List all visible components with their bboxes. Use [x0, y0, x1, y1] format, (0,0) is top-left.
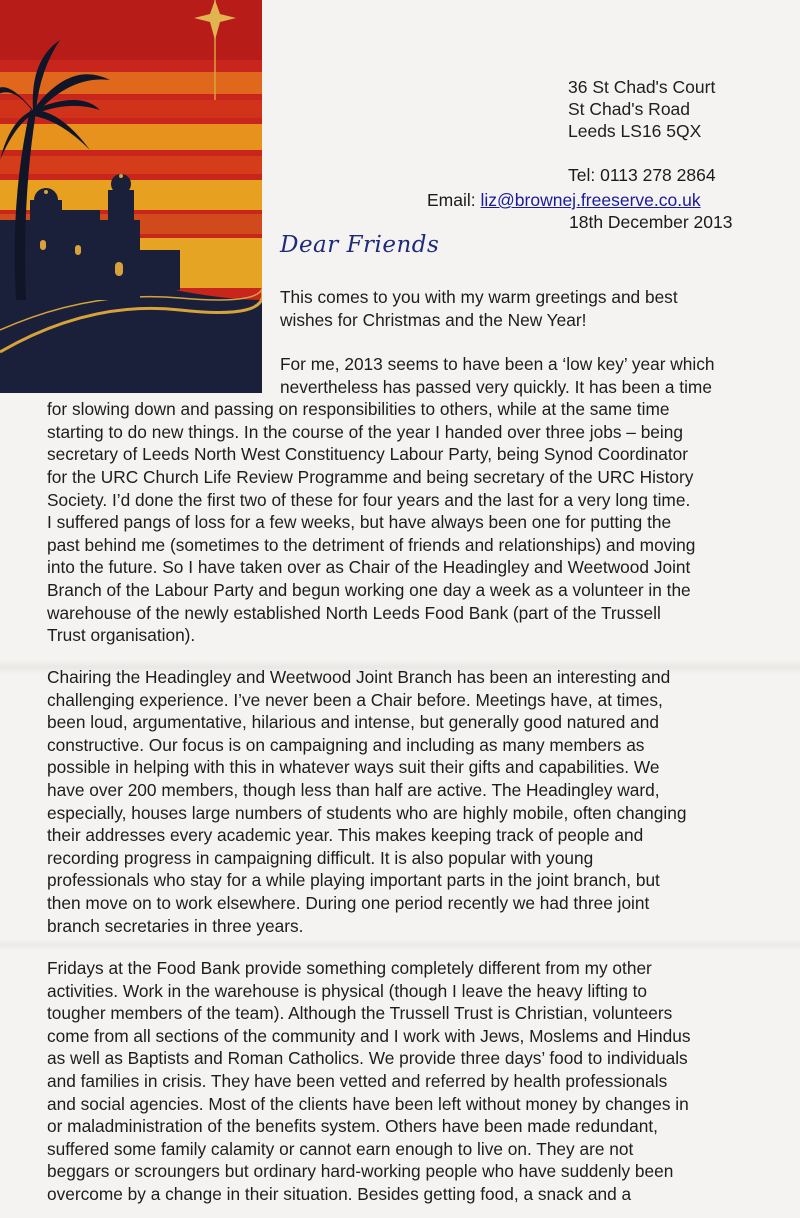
text-line: This comes to you with my warm greetings and best: [280, 287, 678, 307]
text-line: come from all sections of the community and I work with Jews, Moslems and Hindus: [47, 1025, 691, 1046]
text-line: professionals who stay for a while playing important parts in the joint branch, but: [47, 870, 660, 891]
text-line: wishes for Christmas and the New Year!: [280, 309, 587, 330]
text-line: suffered some family calamity or cannot earn enough to live on. They are not: [47, 1138, 634, 1159]
email-link[interactable]: liz@brownej.freeserve.co.uk: [480, 190, 701, 210]
text-line: have over 200 members, though less than half are active. The Headingley ward,: [47, 779, 660, 800]
text-line: recording progress in campaigning difficult. It is also popular with young: [47, 847, 594, 868]
text-line: For me, 2013 seems to have been a ‘low key’ year which: [280, 354, 715, 374]
text-line: been loud, argumentative, hilarious and intense, but generally good natured and: [47, 712, 659, 733]
address-line: St Chad's Road: [568, 99, 691, 119]
text-line: activities. Work in the warehouse is physical (though I leave the heavy lifting to: [47, 980, 648, 1001]
letter-date: 18th December 2013: [569, 212, 733, 232]
text-line: warehouse of the newly established North Leeds Food Bank (part of the Trussell: [47, 602, 661, 623]
text-line: or maladministration of the benefits system. Others have been made redundant,: [47, 1116, 658, 1137]
text-line: Trust organisation).: [47, 625, 196, 646]
paragraph-joint-branch: [47, 666, 777, 937]
telephone: Tel: 0113 278 2864: [568, 165, 716, 185]
email-line: [427, 189, 701, 211]
text-line: secretary of Leeds North West Constituency Labour Party, being Synod Coordinator: [47, 444, 689, 465]
text-line: as well as Baptists and Roman Catholics. We provide three days’ food to individuals: [47, 1048, 688, 1069]
address-line: 36 St Chad's Court: [568, 77, 716, 97]
text-line: then move on to work elsewhere. During one period recently we had three joint: [47, 892, 650, 913]
text-line: possible in helping with this in whatever ways suit their gifts and capabilities. We: [47, 757, 660, 778]
text-line: constructive. Our focus is on campaigning and including as many members as: [47, 734, 645, 755]
text-line: tougher members of the team). Although the Trussell Trust is Christian, volunteers: [47, 1003, 673, 1024]
paragraph-year-review: [47, 353, 777, 647]
text-line: I suffered pangs of loss for a few weeks, but have always been one for putting the: [47, 512, 672, 533]
text-line: for the URC Church Life Review Programme and being secretary of the URC History: [47, 466, 694, 487]
paper-fold-lower: [0, 940, 800, 950]
text-line: Fridays at the Food Bank provide something completely different from my other: [47, 958, 652, 978]
text-line: and families in crisis. They have been vetted and referred by health professionals: [47, 1070, 668, 1091]
text-line: Branch of the Labour Party and begun working one day a week as a volunteer in the: [47, 579, 691, 600]
email-label: Email:: [427, 190, 476, 210]
sender-address: [568, 76, 715, 142]
text-line: Chairing the Headingley and Weetwood Joint Branch has been an interesting and: [47, 667, 671, 687]
paragraph-greeting: [280, 286, 680, 331]
text-line: past behind me (sometimes to the detriment of friends and relationships) and moving: [47, 534, 696, 555]
text-line: and social agencies. Most of the clients have been left without money by changes in: [47, 1093, 689, 1114]
text-line: especially, houses large numbers of students who are highly mobile, often changing: [47, 802, 687, 823]
text-line: nevertheless has passed very quickly. It has been a time: [280, 376, 712, 397]
christmas-card-image: [0, 0, 262, 393]
text-line: overcome by a change in their situation. Besides getting food, a snack and a: [47, 1183, 632, 1204]
address-line: Leeds LS16 5QX: [568, 121, 702, 141]
text-line: Society. I’d done the first two of these for four years and the last for a very long time.: [47, 489, 691, 510]
text-line: into the future. So I have taken over as Chair of the Headingley and Weetwood Joint: [47, 557, 691, 578]
text-line: for slowing down and passing on responsibilities to others, while at the same time: [47, 399, 670, 420]
text-line: starting to do new things. In the course of the year I handed over three jobs – being: [47, 421, 683, 442]
text-line: their addresses every academic year. This makes keeping track of people and: [47, 825, 644, 846]
text-line: challenging experience. I’ve never been a Chair before. Meetings have, at times,: [47, 689, 663, 710]
text-line: beggars or scroungers but ordinary hard-working people who have suddenly been: [47, 1161, 674, 1182]
salutation: Dear Friends: [280, 232, 440, 258]
paragraph-food-bank: [47, 957, 777, 1206]
text-line: branch secretaries in three years.: [47, 915, 304, 936]
